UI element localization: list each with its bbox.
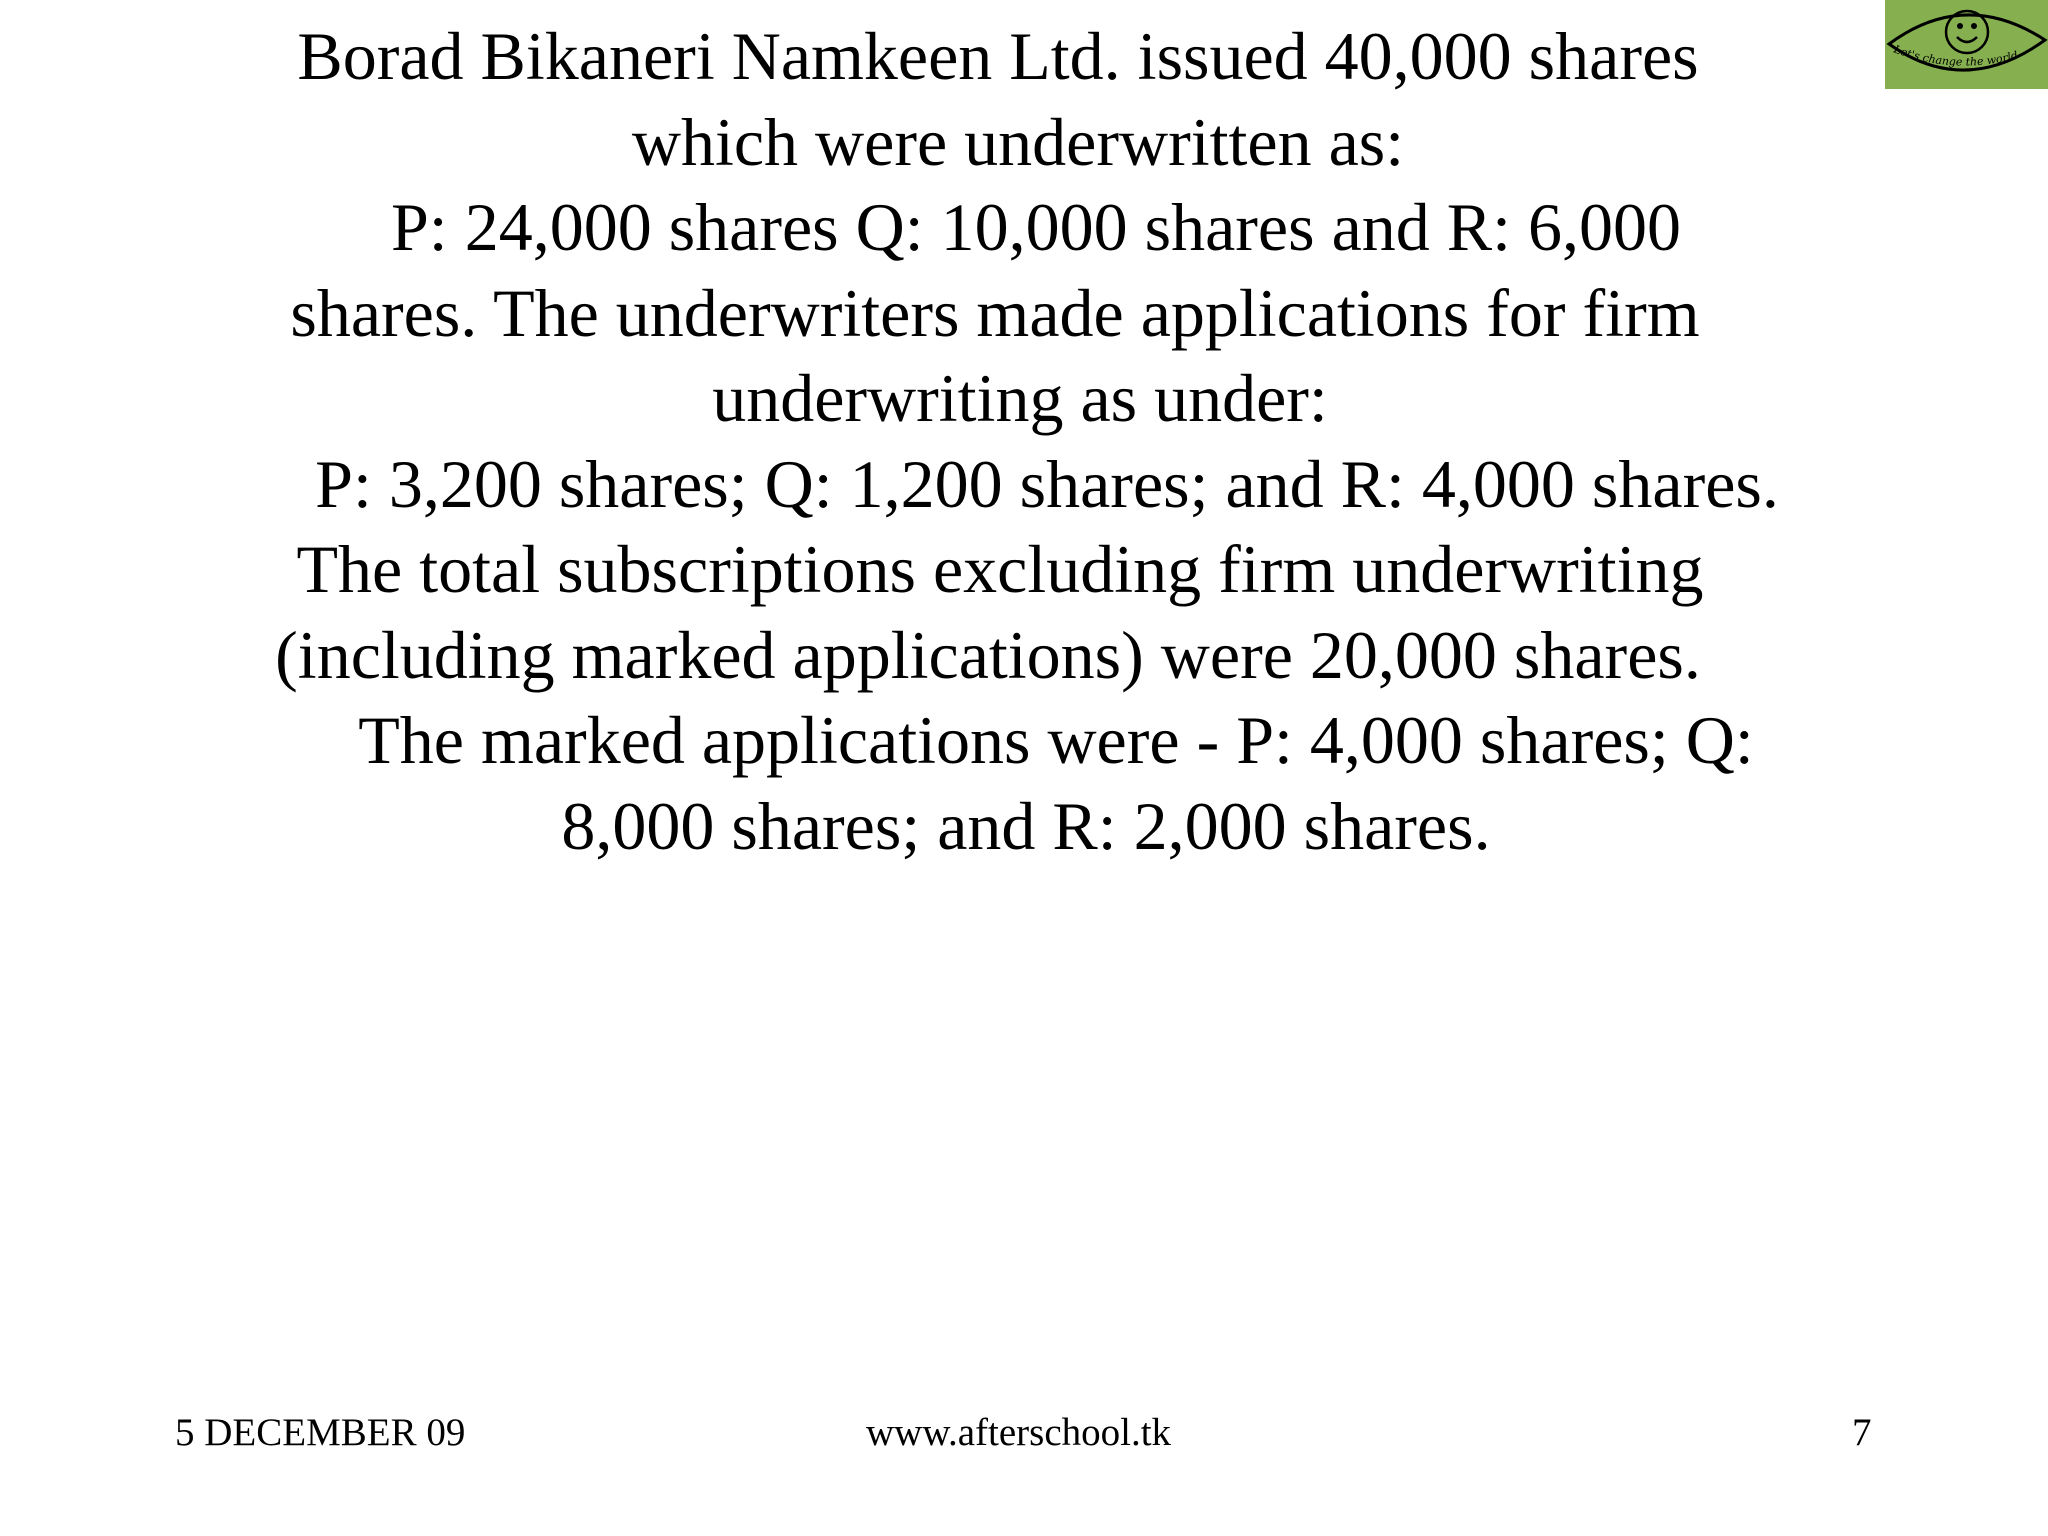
footer-url: www.afterschool.tk — [866, 1411, 1172, 1454]
text-line: P: 3,200 shares; Q: 1,200 shares; and R: 4,000 shares. — [315, 445, 1779, 522]
logo-tagline: Let's change the world — [1891, 42, 2020, 69]
text-line: shares. The underwriters made applications for firm — [290, 274, 1700, 351]
slide-body — [210, 14, 1910, 869]
text-line: (including marked applications) were 20,000 shares. — [275, 616, 1701, 693]
text-line: The total subscriptions excluding firm underwriting — [296, 531, 1704, 607]
text-line: P: 24,000 shares Q: 10,000 shares and R: 6,000 — [390, 189, 1681, 265]
text-line: underwriting as under: — [712, 360, 1328, 436]
footer-date: 5 DECEMBER 09 — [175, 1411, 466, 1454]
page-number: 7 — [1852, 1411, 1872, 1454]
text-line: The marked applications were - P: 4,000 shares; Q: — [358, 702, 1754, 778]
text-line: Borad Bikaneri Namkeen Ltd. issued 40,000 shares — [297, 18, 1699, 94]
text-line: which were underwritten as: — [631, 103, 1405, 180]
svg-text:Let's change the world — [1891, 42, 2019, 68]
text-line: 8,000 shares; and R: 2,000 shares. — [561, 787, 1491, 864]
